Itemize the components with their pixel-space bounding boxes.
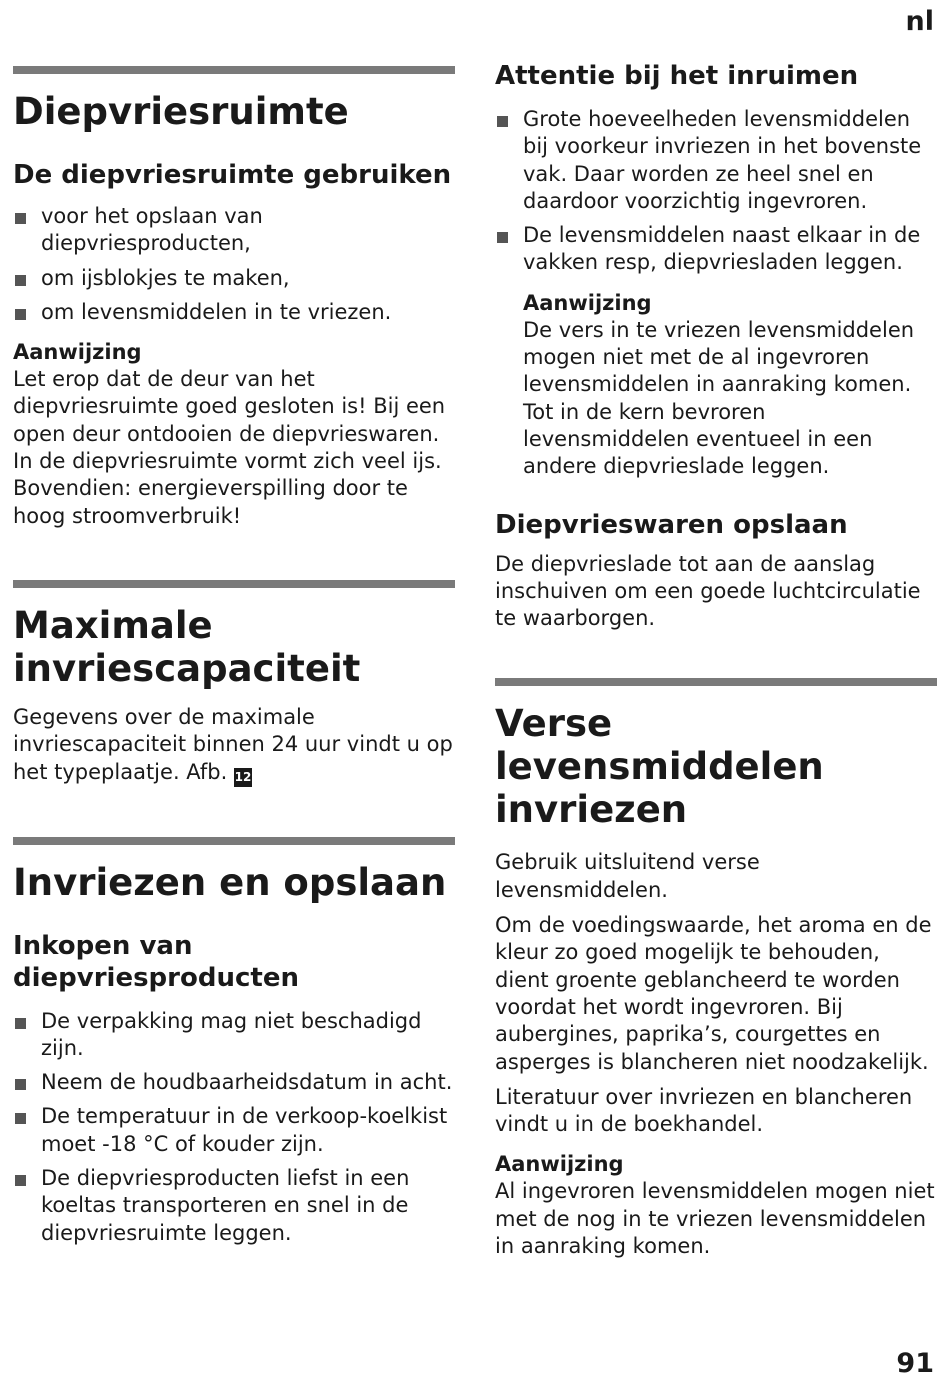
indented-note — [495, 289, 937, 481]
storage-attention-list — [495, 106, 937, 277]
subsection-title-inruimen: Attentie bij het inruimen — [495, 61, 859, 91]
left-column — [13, 0, 455, 1247]
section-title-invriezen-opslaan: Invriezen en opslaan — [13, 860, 447, 904]
right-column — [495, 0, 937, 1260]
list-item: Grote hoeveelheden levensmiddelen bij voorkeur invriezen in het bovenste vak. Daar worden ze heel snel en daardoor voorzichtig ingevroren. — [495, 106, 937, 215]
section-divider — [13, 580, 455, 588]
note-heading: Aanwijzing — [523, 290, 652, 315]
page-number: 91 — [896, 1348, 934, 1379]
list-item: De verpakking mag niet beschadigd zijn. — [13, 1008, 455, 1063]
square-bullet-icon — [15, 1079, 26, 1090]
square-bullet-icon — [497, 116, 508, 127]
section-divider — [495, 678, 937, 686]
section-title-invriescapaciteit: Maximale invriescapaciteit — [13, 603, 361, 690]
square-bullet-icon — [15, 1018, 26, 1029]
subsection-title-gebruiken: De diepvriesruimte gebruiken — [13, 160, 452, 190]
list-item: De levensmiddelen naast elkaar in de vakken resp, diepvriesladen leggen. — [495, 222, 937, 277]
square-bullet-icon — [15, 309, 26, 320]
usage-list — [13, 203, 455, 326]
figure-reference-badge: 12 — [234, 768, 252, 787]
list-item: om levensmiddelen in te vriezen. — [13, 299, 455, 326]
square-bullet-icon — [15, 1175, 26, 1186]
list-item: om ijsblokjes te maken, — [13, 265, 455, 292]
list-item: Neem de houdbaarheidsdatum in acht. — [13, 1069, 455, 1096]
section-title-diepvriesruimte: Diepvriesruimte — [13, 90, 349, 133]
language-code: nl — [905, 6, 934, 37]
capacity-text: Gegevens over de maximale invriescapaciteit binnen 24 uur vindt u op het typeplaatje. Afb. 12 — [13, 704, 455, 787]
paragraph: Gebruik uitsluitend verse levensmiddelen. — [495, 850, 760, 902]
list-item: De diepvriesproducten liefst in een koeltas transporteren en snel in de diepvriesruimte leggen. — [13, 1165, 455, 1247]
storage-text: De diepvrieslade tot aan de aanslag inschuiven om een goede luchtcirculatie te waarborgen. — [495, 551, 921, 631]
square-bullet-icon — [15, 1113, 26, 1124]
note-text: Al ingevroren levensmiddelen mogen niet met de nog in te vriezen levensmiddelen in aanraking komen. — [495, 1179, 935, 1259]
note-text: Let erop dat de deur van het diepvriesruimte goed gesloten is! Bij een open deur ontdooien de diepvrieswaren. In de diepvriesruimte vormt zich veel ijs. Bovendien: energieverspilling door te hoog stroomverbruik! — [13, 367, 446, 528]
note-heading: Aanwijzing — [495, 1152, 624, 1177]
square-bullet-icon — [15, 213, 26, 224]
section-divider — [13, 837, 455, 845]
subsection-title-inkopen: Inkopen van diepvriesproducten — [13, 930, 299, 993]
square-bullet-icon — [497, 232, 508, 243]
square-bullet-icon — [15, 275, 26, 286]
list-item: voor het opslaan van diepvriesproducten, — [13, 203, 455, 258]
paragraph: Om de voedingswaarde, het aroma en de kleur zo goed mogelijk te behouden, dient groente geblancheerd te worden voordat het wordt ingevroren. Bij aubergines, paprika’s, courgettes en asperges is blancheren niet noodzakelijk. — [495, 913, 932, 1074]
subsection-title-opslaan: Diepvrieswaren opslaan — [495, 509, 848, 540]
note-heading: Aanwijzing — [13, 340, 142, 365]
note-text: De vers in te vriezen levensmiddelen mogen niet met de al ingevroren levensmiddelen in aanraking komen. Tot in de kern bevroren levensmiddelen eventueel in een andere diepvrieslade leggen. — [523, 317, 915, 479]
paragraph: Literatuur over invriezen en blancheren vindt u in de boekhandel. — [495, 1084, 913, 1137]
list-item: De temperatuur in de verkoop-koelkist moet -18 °C of kouder zijn. — [13, 1103, 455, 1158]
section-title-verse-levensmiddelen: Verse levensmiddelen invriezen — [495, 702, 824, 832]
section-divider — [13, 66, 455, 74]
purchase-list — [13, 1008, 455, 1247]
